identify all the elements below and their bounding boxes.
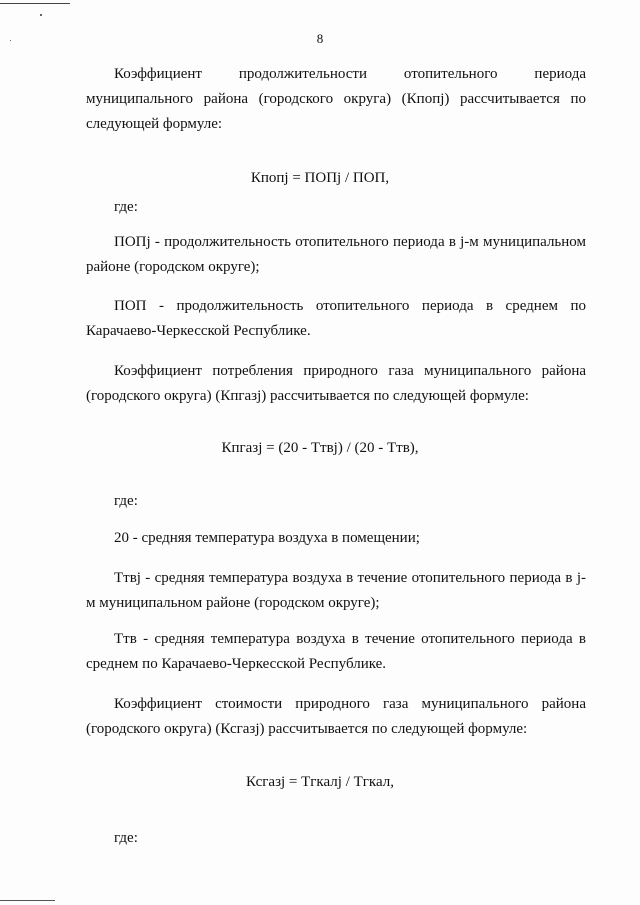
text-line: среднем по Карачаево-Черкесской Республике. <box>86 656 387 672</box>
text-line: Коэффициент продолжительности отопительного периода <box>114 66 586 82</box>
scan-edge-bottom <box>0 900 55 901</box>
page-number: 8 <box>316 31 324 46</box>
paragraph-gas-consumption-coefficient <box>86 359 586 409</box>
text-line: (городского округа) (Ксгазj) рассчитывается по следующей формуле: <box>86 721 528 737</box>
paragraph-pop-definition <box>86 294 586 344</box>
paragraph-room-temperature <box>86 526 586 551</box>
scan-speck <box>40 14 42 16</box>
text-line: следующей формуле: <box>86 116 223 132</box>
text-line: 20 - средняя температура воздуха в помещении; <box>114 530 420 546</box>
text-line: муниципального района (городского округа) (Кпопj) рассчитывается по <box>86 91 586 107</box>
paragraph-ttv-definition <box>86 627 586 677</box>
formula-ksgaz: Ксгазj = Тгкалj / Тгкал, <box>245 774 395 790</box>
text-line: м муниципальном районе (городском округе); <box>86 595 380 611</box>
where-label: где: <box>114 830 138 846</box>
paragraph-gas-cost-coefficient <box>86 692 586 742</box>
formula-kpop: Кпопj = ПОПj / ПОП, <box>250 170 390 186</box>
where-label: где: <box>114 199 138 215</box>
text-line: ПОПj - продолжительность отопительного периода в j-м муниципальном <box>114 234 586 250</box>
text-line: Коэффициент потребления природного газа муниципального района <box>114 363 586 379</box>
where-label: где: <box>114 493 138 509</box>
text-line: районе (городском округе); <box>86 259 260 275</box>
text-line: Ттв - средняя температура воздуха в течение отопительного периода в <box>114 631 586 647</box>
text-line: (городского округа) (Кпгазj) рассчитывается по следующей формуле: <box>86 388 529 404</box>
paragraph-ttvj-definition <box>86 566 586 616</box>
formula-kpgaz: Кпгазj = (20 - Ттвj) / (20 - Ттв), <box>221 440 419 456</box>
text-line: ПОП - продолжительность отопительного периода в среднем по <box>114 298 586 314</box>
scan-edge-top <box>0 3 70 4</box>
text-line: Карачаево-Черкесской Республике. <box>86 323 311 339</box>
paragraph-popj-definition <box>86 230 586 280</box>
paragraph-heating-period-coefficient <box>86 62 586 137</box>
text-line: Коэффициент стоимости природного газа муниципального района <box>114 696 586 712</box>
text-line: Ттвj - средняя температура воздуха в течение отопительного периода в j- <box>114 570 586 586</box>
